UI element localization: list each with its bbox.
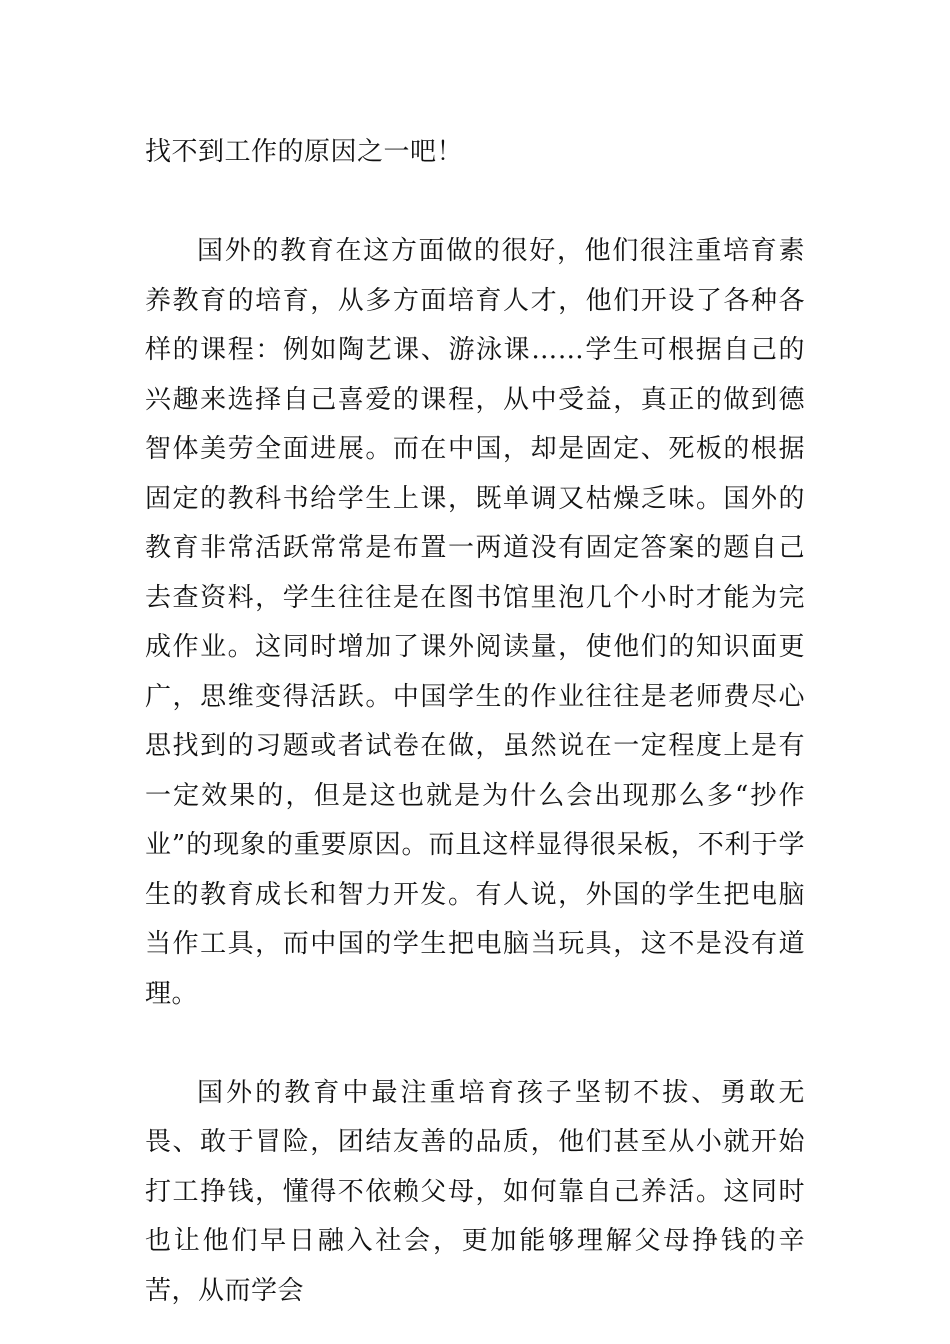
paragraph-spacer bbox=[145, 178, 805, 228]
paragraph-2: 国外的教育在这方面做的很好，他们很注重培育素养教育的培育，从多方面培育人才，他们开设了各种各样的课程：例如陶艺课、游泳课……学生可根据自己的兴趣来选择自己喜爱的课程，从中受益，真正的做到德智体美劳全面进展。而在中国，却是固定、死板的根据固定的教科书给学生上课，既单调又枯燥乏味。国外的教育非常活跃常常是布置一两道没有固定答案的题自己去查资料，学生往往是在图书馆里泡几个小时才能为完成作业。这同时增加了课外阅读量，使他们的知识面更广，思维变得活跃。中国学生的作业往往是老师费尽心思找到的习题或者试卷在做，虽然说在一定程度上是有一定效果的，但是这也就是为什么会出现那么多“抄作业”的现象的重要原因。而且这样显得很呆板，不利于学生的教育成长和智力开发。有人说，外国的学生把电脑当作工具，而中国的学生把电脑当玩具，这不是没有道理。 bbox=[145, 236, 805, 1009]
paragraph-1: 找不到工作的原因之一吧！ bbox=[145, 137, 464, 167]
paragraph-spacer bbox=[145, 1019, 805, 1069]
paragraph-3: 国外的教育中最注重培育孩子坚韧不拔、勇敢无畏、敢于冒险，团结友善的品质，他们甚至从小就开始打工挣钱，懂得不依赖父母，如何靠自己养活。这同时也让他们早日融入社会，更加能够理解父母挣钱的辛苦，从而学会 bbox=[145, 1077, 805, 1306]
document-body bbox=[145, 128, 805, 1316]
